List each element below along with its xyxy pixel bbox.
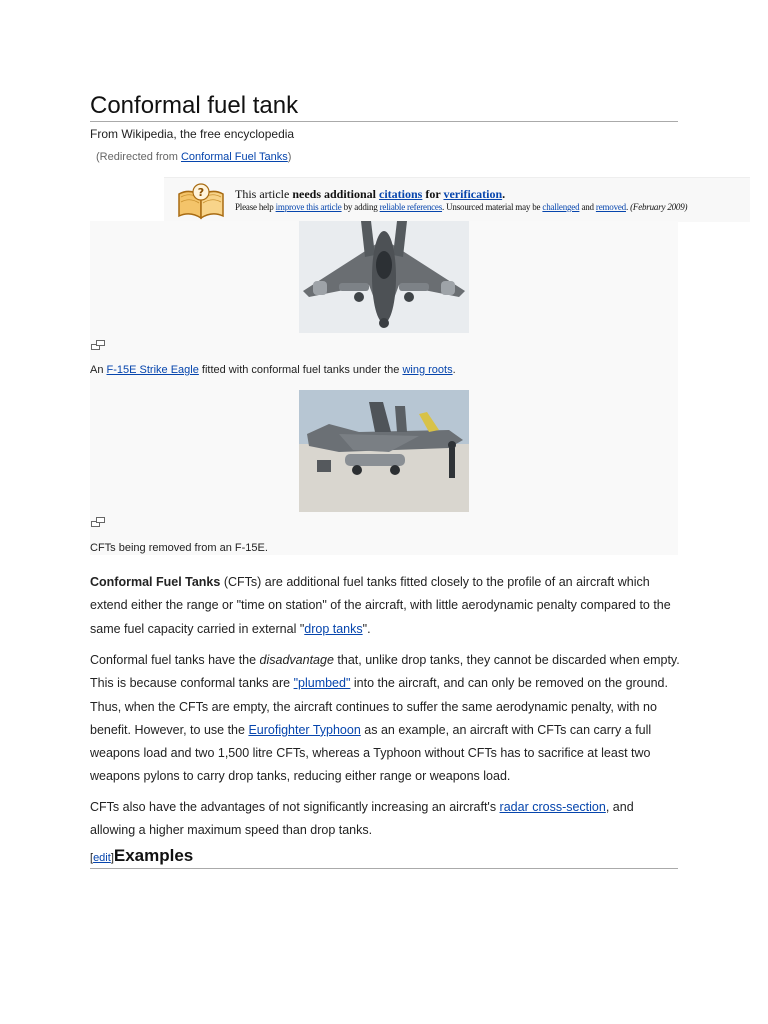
f15e-cft-removal-image bbox=[299, 390, 469, 512]
site-tagline: From Wikipedia, the free encyclopedia bbox=[90, 127, 295, 141]
edit-section-link[interactable]: edit bbox=[93, 852, 111, 864]
figure-caption-1: An F-15E Strike Eagle fitted with conformal fuel tanks under the wing roots. bbox=[90, 364, 456, 376]
section-heading-examples: [edit]Examples bbox=[90, 846, 678, 869]
challenged-link[interactable]: challenged bbox=[542, 202, 580, 212]
f15e-link[interactable]: F-15E Strike Eagle bbox=[106, 364, 199, 376]
book-question-icon bbox=[176, 182, 226, 222]
svg-text:?: ? bbox=[197, 186, 205, 199]
drop-tanks-link[interactable]: drop tanks bbox=[304, 621, 363, 636]
image-gallery bbox=[90, 221, 678, 555]
radar-cross-section-link[interactable]: radar cross-section bbox=[499, 800, 606, 814]
eurofighter-typhoon-link[interactable]: Eurofighter Typhoon bbox=[248, 722, 361, 737]
citations-link[interactable]: citations bbox=[379, 187, 423, 201]
redirect-source-link[interactable]: Conformal Fuel Tanks bbox=[180, 151, 288, 163]
plumbed-link[interactable]: "plumbed" bbox=[293, 676, 351, 691]
paragraph-1: Conformal Fuel Tanks (CFTs) are additional fuel tanks fitted closely to the profile of an aircraft which extend either the range or "time on station" of the aircraft, with little aerodynamic penalty compared to the same fuel capacity carried in external "drop tanks". bbox=[90, 575, 671, 636]
f15e-cft-removal-photo[interactable] bbox=[299, 390, 469, 512]
redirect-notice: (Redirected from Conformal Fuel Tanks) bbox=[96, 151, 292, 163]
page-title: Conformal fuel tank bbox=[90, 92, 678, 122]
citation-notice-box bbox=[164, 177, 750, 222]
f15e-in-flight-image bbox=[299, 221, 469, 333]
f15e-in-flight-photo[interactable] bbox=[299, 221, 469, 333]
removed-link[interactable]: removed bbox=[595, 202, 626, 212]
notice-line-1: This article needs additional citations for verification. bbox=[235, 187, 506, 201]
notice-line-2: Please help improve this article by adding reliable references. Unsourced material may be challenged and removed. (February 2009) bbox=[235, 202, 688, 212]
notice-date: (February 2009) bbox=[628, 202, 688, 212]
magnify-icon[interactable] bbox=[91, 340, 105, 350]
edit-section: [edit] bbox=[90, 852, 114, 864]
reliable-references-link[interactable]: reliable references bbox=[379, 202, 443, 212]
improve-article-link[interactable]: improve this article bbox=[275, 202, 342, 212]
wing-roots-link[interactable]: wing roots bbox=[402, 364, 453, 376]
paragraph-2: Conformal fuel tanks have the disadvantage that, unlike drop tanks, they cannot be discarded when empty. This is because conformal tanks are "plumbed" into the aircraft, and can only be removed on the ground. Thus, when the CFTs are empty, the aircraft continues to suffer the same aerodynamic penalty, with no benefit. However, to use the Eurofighter Typhoon as an example, an aircraft with CFTs can carry a full weapons load and two 1,500 litre CFTs, whereas a Typhoon without CFTs has to sacrifice at least two weapons pylons to carry drop tanks, reducing either range or weapons load. bbox=[90, 653, 680, 784]
paragraph-3: CFTs also have the advantages of not significantly increasing an aircraft's radar cross-section, and allowing a higher maximum speed than drop tanks. bbox=[90, 800, 634, 838]
magnify-icon[interactable] bbox=[91, 517, 105, 527]
figure-caption-2: CFTs being removed from an F-15E. bbox=[90, 542, 268, 554]
verification-link[interactable]: verification bbox=[443, 187, 503, 201]
